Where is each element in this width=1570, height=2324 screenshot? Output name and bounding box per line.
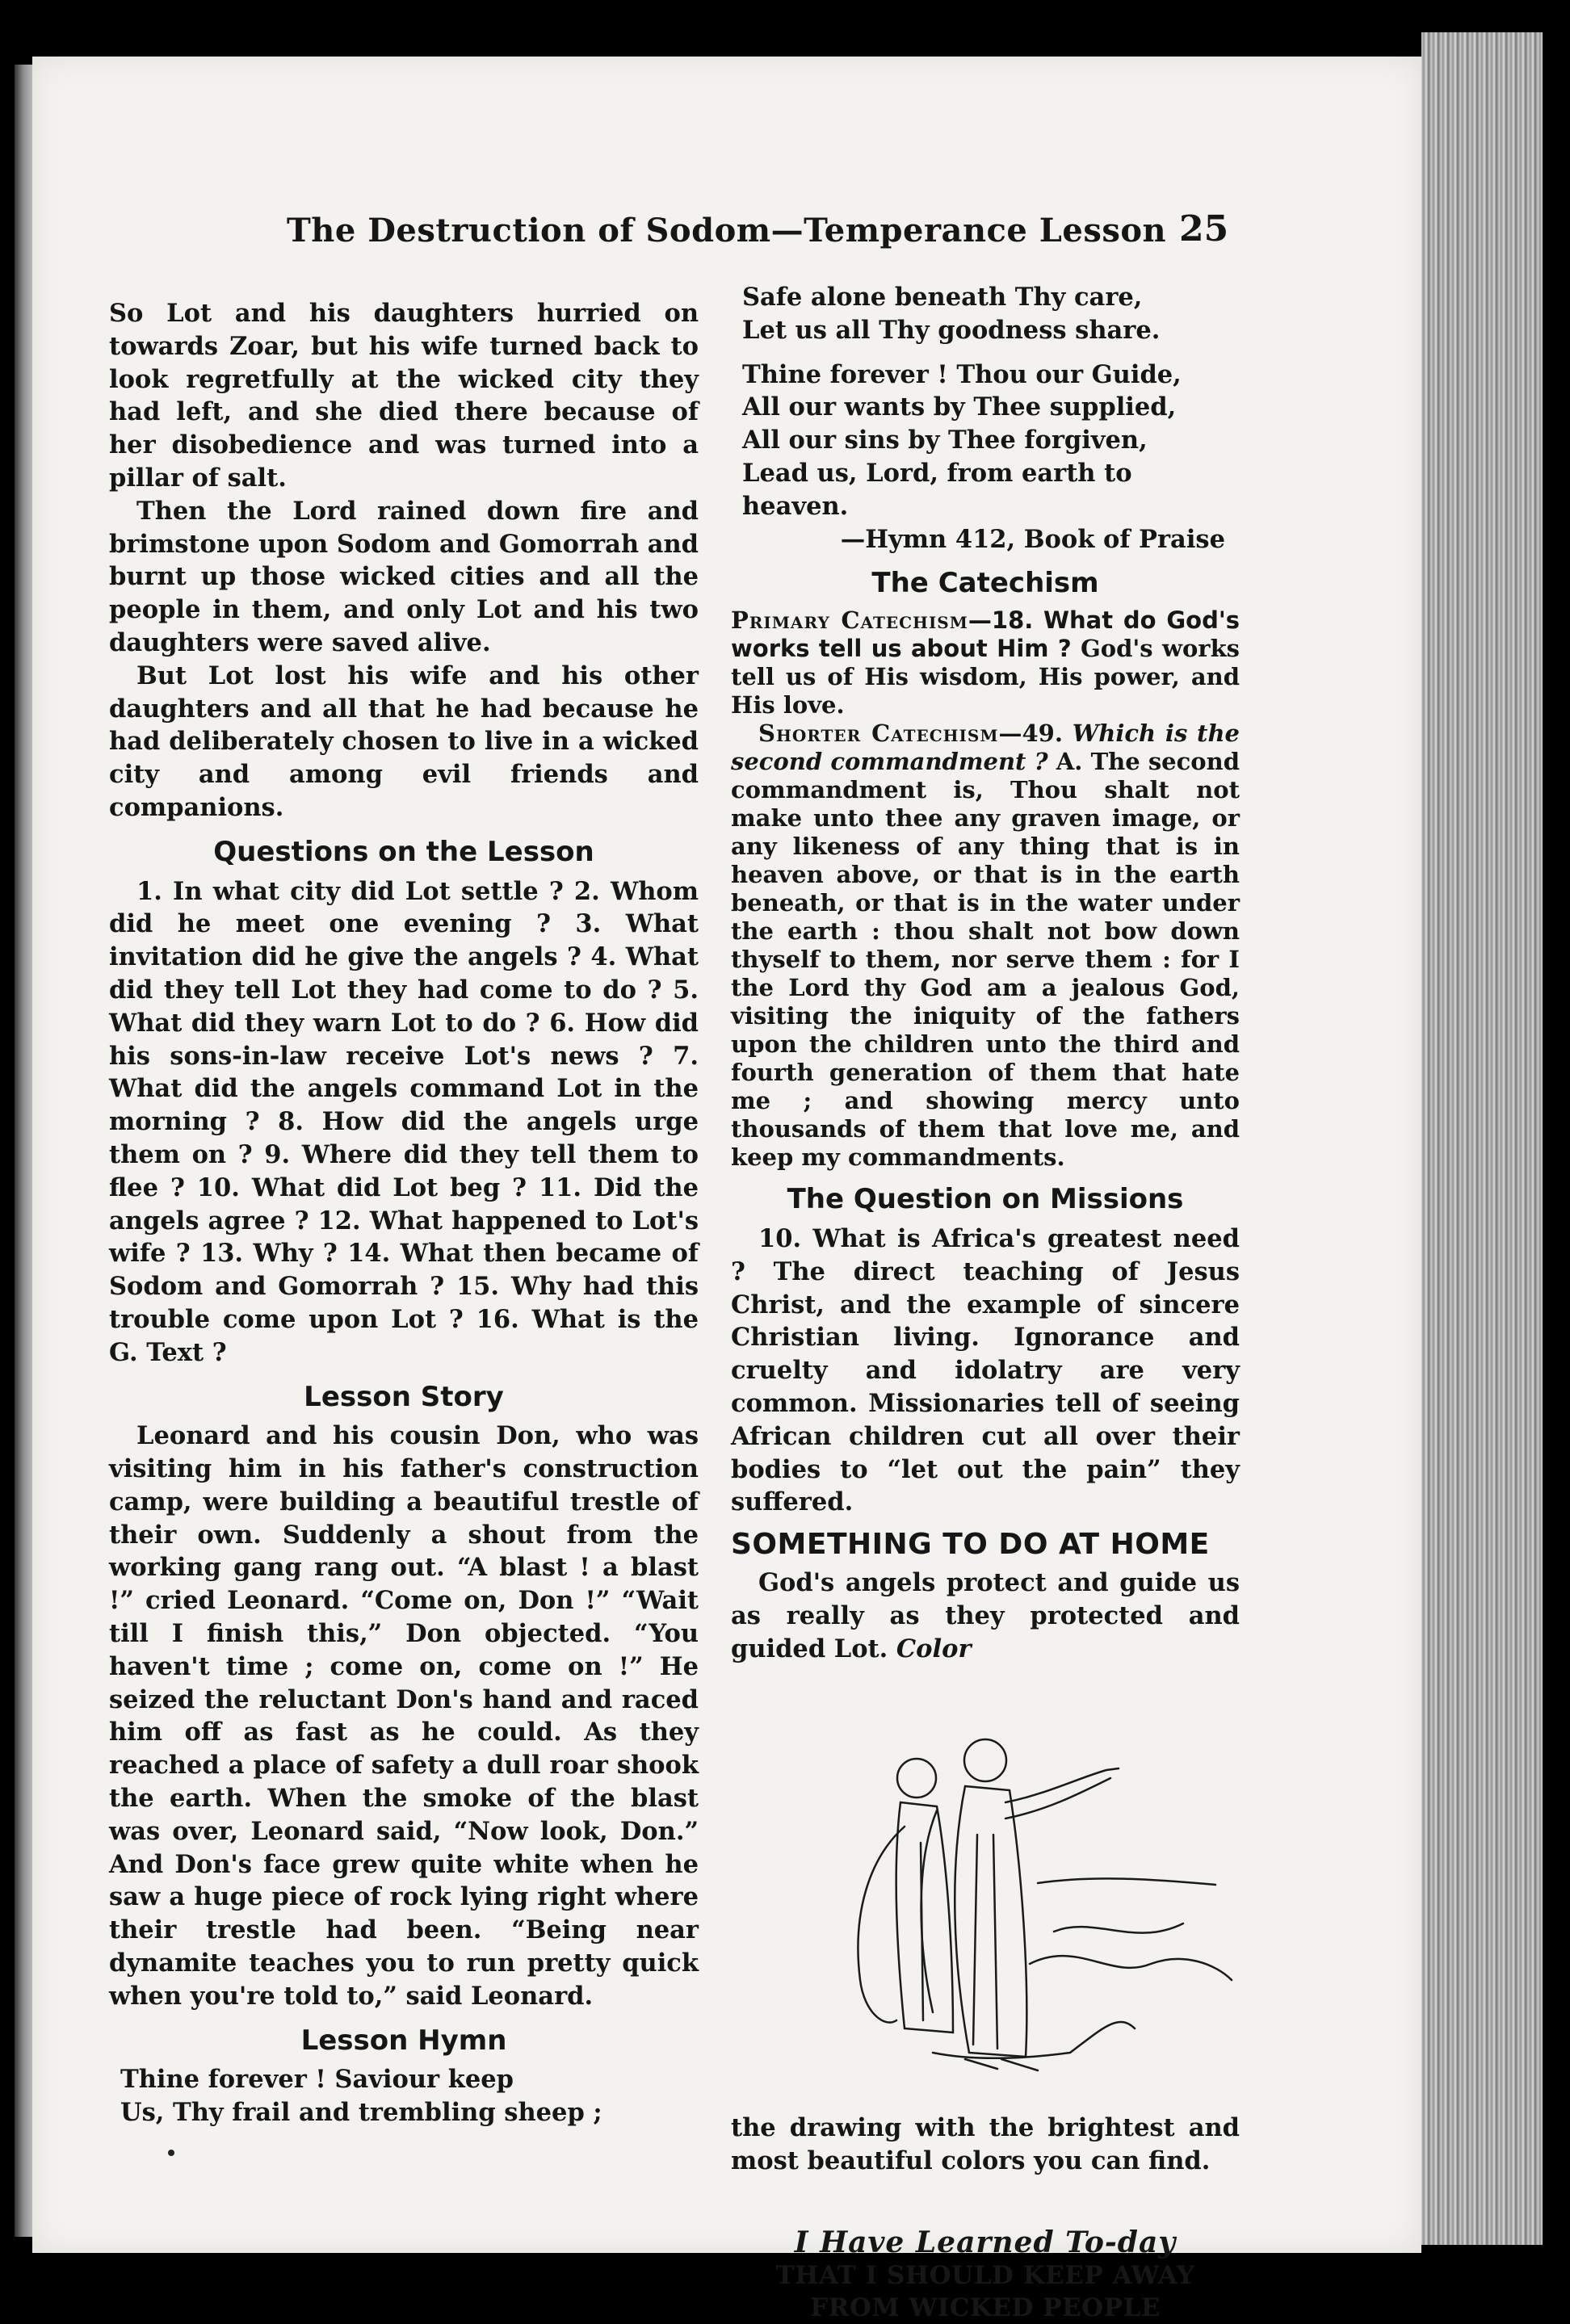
page-title: The Destruction of Sodom—Temperance Lesson xyxy=(287,212,1167,250)
hymn-heading: Lesson Hymn xyxy=(300,2024,507,2057)
shorter-catechism xyxy=(731,719,1240,1172)
hymn-line: Us, Thy frail and trembling sheep ; xyxy=(120,2098,602,2128)
hymn-verse-start xyxy=(109,2063,699,2129)
questions-heading: Questions on the Lesson xyxy=(213,835,594,868)
paragraph-fire: Then the Lord rained down fire and brimstone upon Sodom and Gomorrah and burnt up those wicked cities and all the people in them, and only Lot and his two daughters were saved alive. xyxy=(109,496,699,657)
page-edges xyxy=(1421,32,1543,2245)
home-heading: SOMETHING TO DO AT HOME xyxy=(731,1528,1210,1562)
shorter-catechism-answer: A. The second commandment is, Thou shalt not make unto thee any graven image, or any likeness of any thing that is in heaven above, or that is in the earth beneath, or that is in the water under the earth : thou shalt not bow down thyself to them, nor serve them : for I the Lord thy God am a jealous God, visiting the iniquity of the fathers upon the children unto the third and fourth generation of them that hate me ; and showing mercy unto thousands of them that love me, and keep my commandments. xyxy=(731,748,1240,1172)
paragraph-lot-flees: So Lot and his daughters hurried on towards Zoar, but his wife turned back to look regretfully at the wicked city they had left, and she died there because of her disobedience and was turned into a pillar of salt. xyxy=(109,299,699,493)
left-column xyxy=(109,297,699,2129)
hymn-line: All our sins by Thee forgiven, xyxy=(742,426,1148,455)
primary-catechism-question: —18. What do God's works tell us about Him ? xyxy=(731,606,1240,663)
hymn-line: Thine forever ! Saviour keep xyxy=(120,2065,514,2095)
shorter-catechism-number: —49. xyxy=(998,719,1073,748)
shorter-catechism-label: Shorter Catechism xyxy=(758,719,999,748)
home-text xyxy=(731,1567,1240,1665)
missions-text: 10. What is Africa's greatest need ? The direct teaching of Jesus Christ, and the example of sincere Christian living. Ignorance and cruelty and idolatry are very common. Missionaries tell of seeing African children cut all over their bodies to “let out the pain” they suffered. xyxy=(731,1223,1240,1517)
hymn-verse-b xyxy=(731,359,1240,523)
shorter-catechism-question: Which is the second commandment ? xyxy=(731,719,1240,776)
story-text: Leonard and his cousin Don, who was visiting him in his father's construction camp, were building a beautiful trestle of their own. Suddenly a shout from the working gang rang out. “A blast ! a blast !” cried Leonard. “Come on, Don !” “Wait till I finish this,” Don objected. “You haven't time ; come on, come on !” He seized the reluctant Don's hand and raced him off as fast as he could. As they reached a place of safety a dull roar shook the earth. When the smoke of the blast was over, Leonard said, “Now look, Don.” And Don's face grew quite white when he saw a huge piece of rock lying right where their trestle had been. “Being near dynamite teaches you to run pretty quick when you're told to,” said Leonard. xyxy=(109,1421,699,2011)
hymn-line: All our wants by Thee supplied, xyxy=(742,392,1177,422)
right-column xyxy=(731,281,1240,2324)
ink-dot xyxy=(168,2150,174,2156)
hymn-verse-a xyxy=(731,281,1240,347)
paragraph-lot-loss: But Lot lost his wife and his other daughters and all that he had because he had deliberately chosen to live in a wicked city and among evil friends and companions. xyxy=(109,661,699,822)
hymn-credit: —Hymn 412, Book of Praise xyxy=(840,524,1225,554)
missions-heading: The Question on Missions xyxy=(787,1183,1184,1216)
learned-heading: I Have Learned To-day xyxy=(794,2225,1177,2259)
home-instruction: God's angels protect and guide us as really as they protected and guided Lot. xyxy=(731,1567,1240,1663)
catechism-heading: The Catechism xyxy=(871,567,1099,600)
primary-catechism xyxy=(731,606,1240,719)
learned-text: THAT I SHOULD KEEP AWAY FROM WICKED PEOPLE xyxy=(775,2260,1195,2322)
home-color-word: Color xyxy=(896,1634,972,1663)
primary-catechism-label: Primary Catechism xyxy=(731,606,968,635)
story-heading: Lesson Story xyxy=(304,1380,504,1413)
hymn-line: Safe alone beneath Thy care, xyxy=(742,283,1143,312)
angels-illustration xyxy=(731,1673,1248,2093)
home-text-continued: the drawing with the brightest and most beautiful colors you can find. xyxy=(731,2113,1240,2175)
questions-text: 1. In what city did Lot settle ? 2. Whom did he meet one evening ? 3. What invitation did he give the angels ? 4. What did they tell Lot they had come to do ? 5. What did they warn Lot to do ? 6. How did his sons-in-law receive Lot's news ? 7. What did the angels command Lot in the morning ? 8. How did the angels urge them on ? 9. Where did they tell them to flee ? 10. What did Lot beg ? 11. Did the angels agree ? 12. What happened to Lot's wife ? 13. Why ? 14. What then became of Sodom and Gomorrah ? 15. Why had this trouble come upon Lot ? 16. What is the G. Text ? xyxy=(109,876,699,1367)
hymn-line: Let us all Thy goodness share. xyxy=(742,315,1161,345)
page-number: 25 xyxy=(1179,208,1229,250)
hymn-line: Thine forever ! Thou our Guide, xyxy=(742,359,1182,389)
hymn-line: Lead us, Lord, from earth to heaven. xyxy=(742,458,1132,521)
primary-catechism-answer: God's works tell us of His wisdom, His power, and His love. xyxy=(731,635,1240,719)
